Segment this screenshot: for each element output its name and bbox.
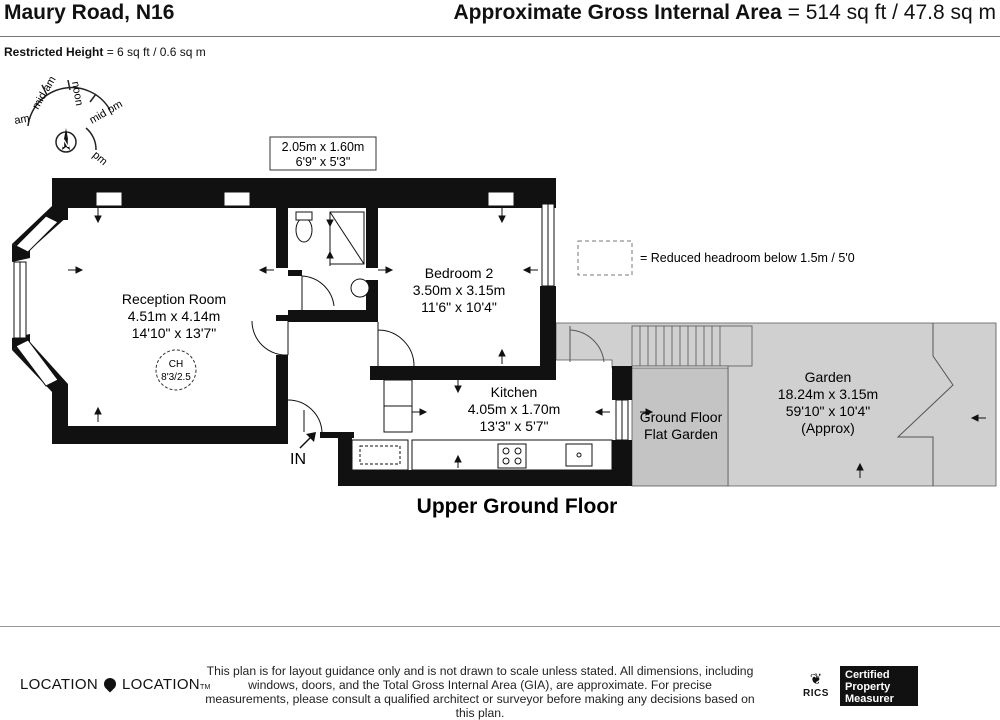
compass-noon: noon [69,80,86,107]
cpm-line-2: Property [845,681,891,693]
floor-label: Upper Ground Floor [416,495,618,518]
reception-name: Reception Room [121,291,227,307]
bedroom-name: Bedroom 2 [424,265,494,281]
rics-text: RICS [803,688,829,699]
garden-metric: 18.24m x 3.15m [777,386,879,402]
garden-note: (Approx) [801,420,855,436]
brand-word-a: LOCATION [20,676,98,693]
certified-measurer-badge [840,666,918,706]
rics-logo [796,672,836,699]
garden-imperial: 59'10" x 10'4" [785,403,871,419]
brand-word-b: LOCATION [121,676,200,693]
restricted-height-label: Restricted Height [4,45,104,59]
reception-metric: 4.51m x 4.14m [127,308,221,324]
kitchen-imperial: 13'3" x 5'7" [479,418,549,434]
compass-mid-pm: mid pm [87,98,125,127]
brand-tm: TM [199,684,211,691]
footer-divider [0,626,1000,627]
hob-icon [498,444,526,468]
compass-mid-am: mid am [30,74,59,112]
brand-logo [20,676,211,693]
legend-text: = Reduced headroom below 1.5m / 5'0 [640,251,855,265]
ground-garden-line2: Flat Garden [644,426,718,442]
ch-marker [156,350,196,390]
legend-swatch [578,241,632,275]
entrance-label: IN [290,451,306,468]
address-title: Maury Road, N16 [4,1,175,24]
disclaimer-text: This plan is for layout guidance only and is not drawn to scale unless stated. All dimensions, including windows, doors, and the Total Gross Internal Area (GIA), are approximate. For precise measurements, please consult a qualified architect or surveyor before making any decisions based on this plan. [205,664,755,720]
gross-area-value: = 514 sq ft / 47.8 sq m [787,1,996,24]
ch-value: 8'3/2.5 [161,372,191,383]
map-pin-icon [101,676,118,693]
ground-garden-line1: Ground Floor [639,409,723,425]
compass-north: N [62,138,70,150]
rics-mark-icon: ❦ [809,671,823,688]
basin-icon [351,279,369,297]
bathroom-imperial: 6'9" x 5'3" [295,155,351,169]
bathroom-metric: 2.05m x 1.60m [281,140,365,154]
cpm-line-1: Certified [845,669,890,681]
kitchen-metric: 4.05m x 1.70m [467,401,561,417]
bedroom-metric: 3.50m x 3.15m [412,282,506,298]
kitchen-name: Kitchen [490,384,538,400]
toilet-icon [296,218,312,242]
compass-am: am [13,112,31,127]
restricted-height-value: = 6 sq ft / 0.6 sq m [106,45,206,59]
cpm-line-3: Measurer [845,693,894,705]
bedroom-imperial: 11'6" x 10'4" [421,299,497,315]
garden-name: Garden [804,369,852,385]
reception-imperial: 14'10" x 13'7" [131,325,217,341]
ch-label: CH [168,359,184,370]
compass [13,74,124,168]
compass-pm: pm [90,149,110,169]
gross-area-label: Approximate Gross Internal Area [453,1,782,24]
